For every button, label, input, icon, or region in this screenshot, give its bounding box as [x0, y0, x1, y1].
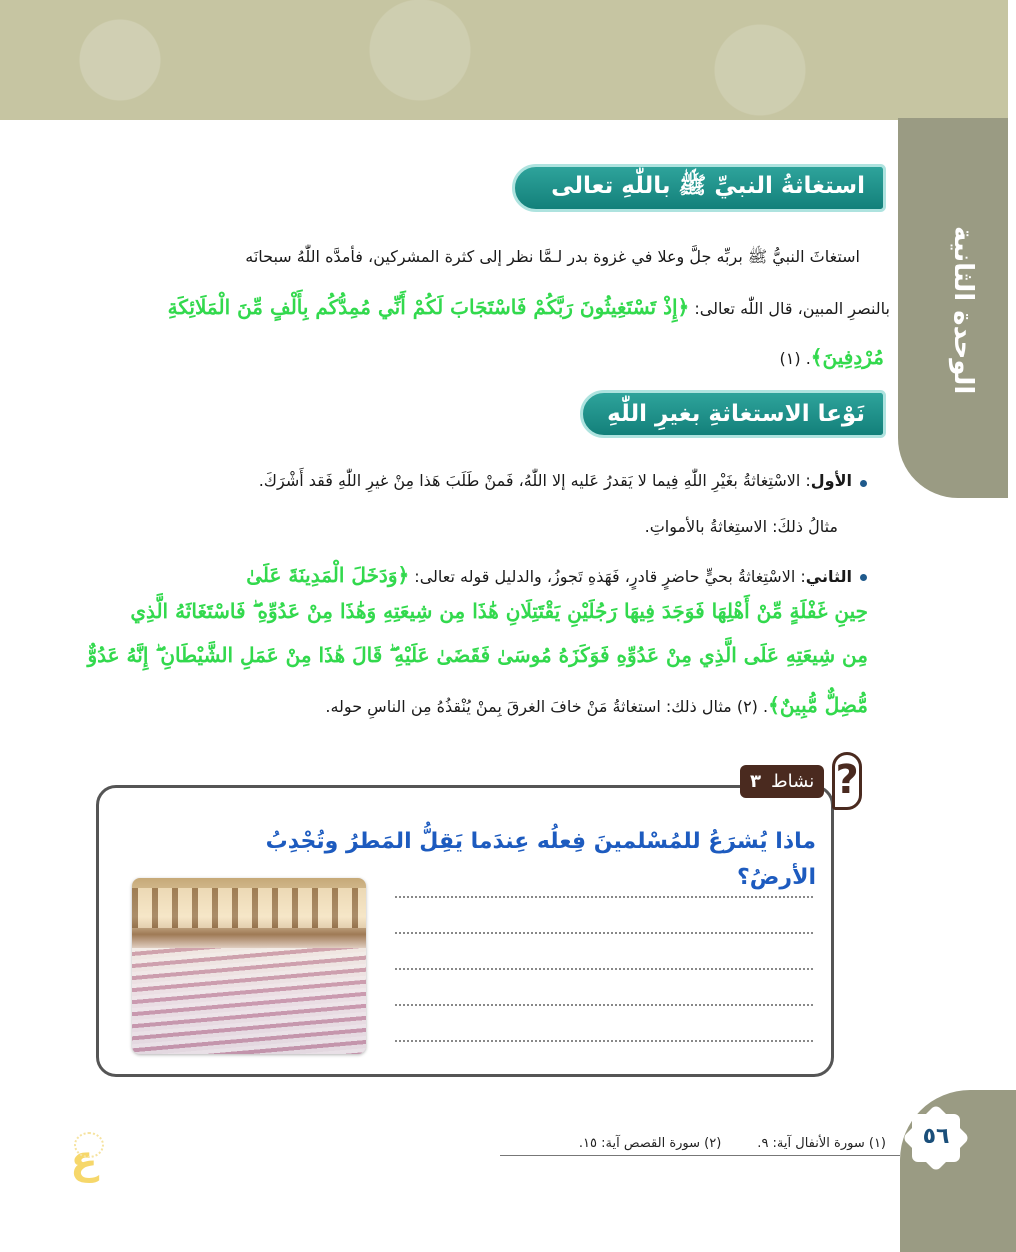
second-type-example: مثال ذلك: استغاثةُ مَنْ خافَ الغرقَ بِمنْ يُنْقذُهُ مِن الناسِ حوله. [325, 697, 732, 716]
section-heading-types: نَوْعا الاستغاثةِ بغيرِ اللّٰهِ [580, 390, 886, 438]
second-type-text: : الاسْتِغاثةُ بحيٍّ حاضرٍ قادرٍ، فَهَذهِ تَجوزُ، والدليل قوله تعالى: [409, 567, 806, 586]
photo-worshippers [132, 948, 366, 1054]
answer-line[interactable] [395, 968, 813, 970]
footnotes [500, 1136, 886, 1151]
footnote-ref: . (٢) [731, 697, 769, 716]
bullet-icon [860, 574, 867, 581]
quran-verse: ﴿إِذْ تَسْتَغِيثُونَ رَبَّكُمْ فَاسْتَجَابَ لَكُمْ أَنِّي مُمِدُّكُم بِأَلْفٍ مِّنَ الْمَلَائِكَةِ [167, 295, 690, 319]
page-number: ٥٦ [922, 1124, 950, 1149]
first-type-label: الأول [810, 471, 852, 490]
question-mark-icon: ? [832, 752, 862, 810]
quran-verse: مُّضِلٌّ مُّبِينٌ﴾ [768, 693, 868, 717]
unit-label: الوحدة الثانية [948, 225, 978, 395]
footnote-ref: . (١) [779, 349, 811, 368]
answer-line[interactable] [395, 932, 813, 934]
second-type-line [60, 560, 852, 592]
quran-verse: مِن شِيعَتِهِ عَلَى الَّذِي مِنْ عَدُوِّهِ فَوَكَزَهُ مُوسَىٰ فَقَضَىٰ عَلَيْهِ ۖ قَالَ هَٰذَا مِنْ عَمَلِ الشَّيْطَانِ ۖ إِنَّهُ عَدُوٌّ [87, 643, 868, 667]
photo-arches [132, 888, 366, 928]
answer-line[interactable] [395, 896, 813, 898]
activity-badge [740, 765, 824, 798]
first-type-line [100, 466, 852, 496]
publisher-logo-icon: ع [60, 1132, 108, 1188]
paragraph-text: بالنصرِ المبين، قال اللّٰه تعالى: [689, 299, 890, 318]
activity-label [740, 758, 866, 804]
quran-verse: مُرْدِفِينَ﴾ [810, 345, 884, 369]
top-decorative-band [0, 0, 1008, 120]
first-type-example: مثالُ ذلكَ: الاستِغاثةُ بالأمواتِ. [644, 517, 838, 536]
activity-number: ٣ [750, 770, 761, 792]
answer-line[interactable] [395, 1040, 813, 1042]
paragraph-line [60, 292, 890, 324]
paragraph-line: استغاثَ النبيُّ ﷺ بربِّه جلَّ وعلا في غزوة بدر لـمَّا نظر إلى كثرة المشركين، فأمدَّه اللّٰهُ سبحانَه [245, 247, 860, 266]
quran-verse: ﴿وَدَخَلَ الْمَدِينَةَ عَلَىٰ [246, 563, 410, 587]
footnote-1: (١) سورة الأنفال آية: ٩. [757, 1136, 886, 1151]
section-heading-prophet-istighatha: استغاثةُ النبيِّ ﷺ باللّٰهِ تعالى [512, 164, 886, 212]
mosque-prayer-photo [132, 878, 366, 1054]
activity-word: نشاط [771, 770, 815, 792]
bullet-icon [860, 480, 867, 487]
paragraph-line [60, 342, 884, 374]
answer-line[interactable] [395, 1004, 813, 1006]
footnote-separator [500, 1155, 900, 1156]
second-type-label: الثاني [805, 567, 852, 586]
quran-verse: حِينِ غَفْلَةٍ مِّنْ أَهْلِهَا فَوَجَدَ فِيهَا رَجُلَيْنِ يَقْتَتِلَانِ هَٰذَا مِن شِيعَتِهِ وَهَٰذَا مِنْ عَدُوِّهِ ۖ فَاسْتَغَاثَهُ الَّذِي [130, 599, 868, 623]
second-type-example-line [60, 690, 868, 722]
first-type-text: : الاسْتِغاثةُ بغَيْرِ اللّٰهِ فِيما لا يَقدرُ عَليه إلا اللّٰهُ، فَمنْ طَلَبَ هَذا مِنْ غيرِ اللّٰهِ فَقد أَشْرَكَ. [258, 471, 811, 490]
activity-question: ماذا يُشرَعُ للمُسْلمينَ فِعلُه عِندَما يَقِلُّ المَطرُ وتُجْدِبُ الأرضُ؟ [265, 829, 816, 890]
footnote-2: (٢) سورة القصص آية: ١٥. [578, 1136, 722, 1151]
